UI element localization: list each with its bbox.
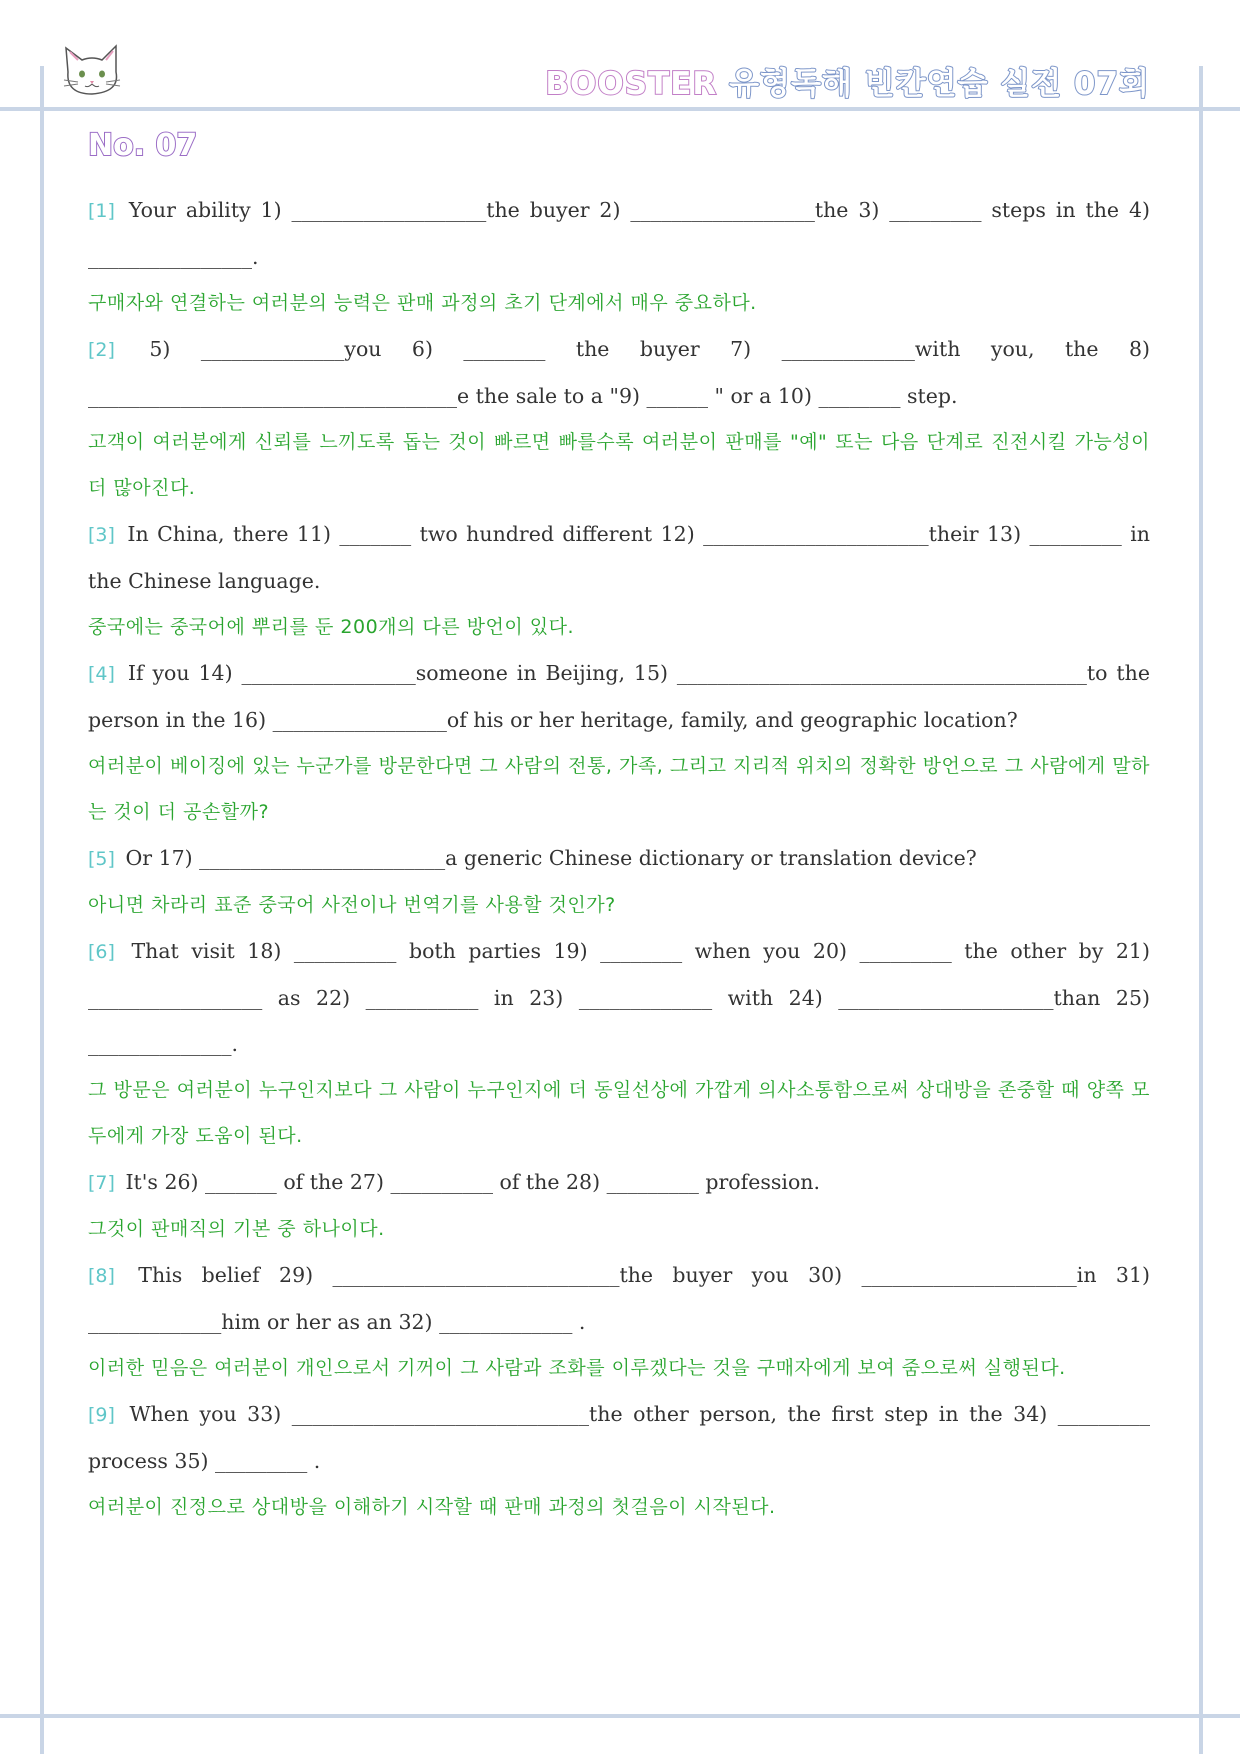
item-number: [4]	[88, 663, 115, 685]
english-sentence	[88, 650, 1150, 743]
worksheet-title	[545, 58, 1150, 103]
korean-translation: 그것이 판매직의 기본 중 하나이다.	[88, 1218, 385, 1240]
item-number: [1]	[88, 200, 115, 222]
english-sentence	[88, 835, 1150, 882]
korean-translation: 구매자와 연결하는 여러분의 능력은 판매 과정의 초기 단계에서 매우 중요하다.	[88, 292, 757, 314]
english-text: It's 26) _______ of the 27) __________ of the 28) _________ profession.	[125, 1170, 821, 1194]
korean-translation: 아니면 차라리 표준 중국어 사전이나 번역기를 사용할 것인가?	[88, 894, 616, 916]
title-rest: 유형독해 빈칸연습 실전 07회	[729, 66, 1150, 102]
exercise-item	[88, 650, 1150, 835]
english-text: 5) ______________you 6) ________ the buyer 7) _____________with you, the 8) ____________________________________e the sale to a "9) ______ " or a 10) ________ step.	[88, 337, 1150, 408]
top-border-line	[0, 107, 1240, 111]
english-sentence	[88, 928, 1150, 1067]
exercise-item	[88, 928, 1150, 1159]
exercise-item	[88, 187, 1150, 326]
english-text: If you 14) _________________someone in Beijing, 15) ________________________________________to the person in the 16) _________________of his or her heritage, family, and geographic location?	[88, 661, 1150, 732]
korean-translation: 이러한 믿음은 여러분이 개인으로서 기꺼이 그 사람과 조화를 이루겠다는 것을 구매자에게 보여 줌으로써 실행된다.	[88, 1357, 1066, 1379]
item-number: [7]	[88, 1172, 115, 1194]
exercise-item	[88, 326, 1150, 511]
item-number: [2]	[88, 339, 115, 361]
english-text: Your ability 1) ___________________the buyer 2) __________________the 3) _________ steps in the 4) ________________.	[88, 198, 1150, 269]
worksheet-number: No. 07	[88, 128, 198, 163]
exercise-item	[88, 1159, 1150, 1252]
right-border-line	[1199, 66, 1203, 1754]
english-text: This belief 29) ____________________________the buyer you 30) _____________________in 31) _____________him or her as an 32) _____________ .	[88, 1263, 1150, 1334]
english-text: In China, there 11) _______ two hundred different 12) ______________________their 13) _________ in the Chinese language.	[88, 522, 1150, 593]
item-number: [5]	[88, 848, 115, 870]
english-sentence	[88, 1391, 1150, 1484]
exercise-item	[88, 511, 1150, 650]
item-number: [6]	[88, 941, 115, 963]
english-text: That visit 18) __________ both parties 19) ________ when you 20) _________ the other by 21) _________________ as 22) ___________ in 23) _____________ with 24) _____________________than 25) ______________.	[88, 939, 1150, 1056]
bottom-border-line	[0, 1714, 1240, 1718]
korean-translation: 여러분이 진정으로 상대방을 이해하기 시작할 때 판매 과정의 첫걸음이 시작된다.	[88, 1496, 776, 1518]
exercise-item	[88, 1391, 1150, 1530]
exercise-item	[88, 1252, 1150, 1391]
english-text: Or 17) ________________________a generic Chinese dictionary or translation device?	[125, 846, 977, 870]
left-border-line	[40, 66, 44, 1754]
english-sentence	[88, 326, 1150, 419]
cat-icon	[58, 42, 126, 100]
english-sentence	[88, 187, 1150, 280]
english-sentence	[88, 1252, 1150, 1345]
item-number: [9]	[88, 1404, 115, 1426]
korean-translation: 그 방문은 여러분이 누구인지보다 그 사람이 누구인지에 더 동일선상에 가깝게 의사소통함으로써 상대방을 존중할 때 양쪽 모두에게 가장 도움이 된다.	[88, 1079, 1150, 1147]
exercise-item	[88, 835, 1150, 928]
korean-translation: 중국에는 중국어에 뿌리를 둔 200개의 다른 방언이 있다.	[88, 616, 575, 638]
korean-translation: 고객이 여러분에게 신뢰를 느끼도록 돕는 것이 빠르면 빠를수록 여러분이 판매를 "예" 또는 다음 단계로 진전시킬 가능성이 더 많아진다.	[88, 431, 1150, 499]
english-sentence	[88, 511, 1150, 604]
exercise-content	[88, 187, 1150, 1530]
english-text: When you 33) _____________________________the other person, the first step in the 34) _________ process 35) _________ .	[88, 1402, 1150, 1473]
english-sentence	[88, 1159, 1150, 1206]
item-number: [8]	[88, 1265, 115, 1287]
item-number: [3]	[88, 524, 115, 546]
korean-translation: 여러분이 베이징에 있는 누군가를 방문한다면 그 사람의 전통, 가족, 그리고 지리적 위치의 정확한 방언으로 그 사람에게 말하는 것이 더 공손할까?	[88, 755, 1150, 823]
title-booster: BOOSTER	[545, 66, 718, 102]
